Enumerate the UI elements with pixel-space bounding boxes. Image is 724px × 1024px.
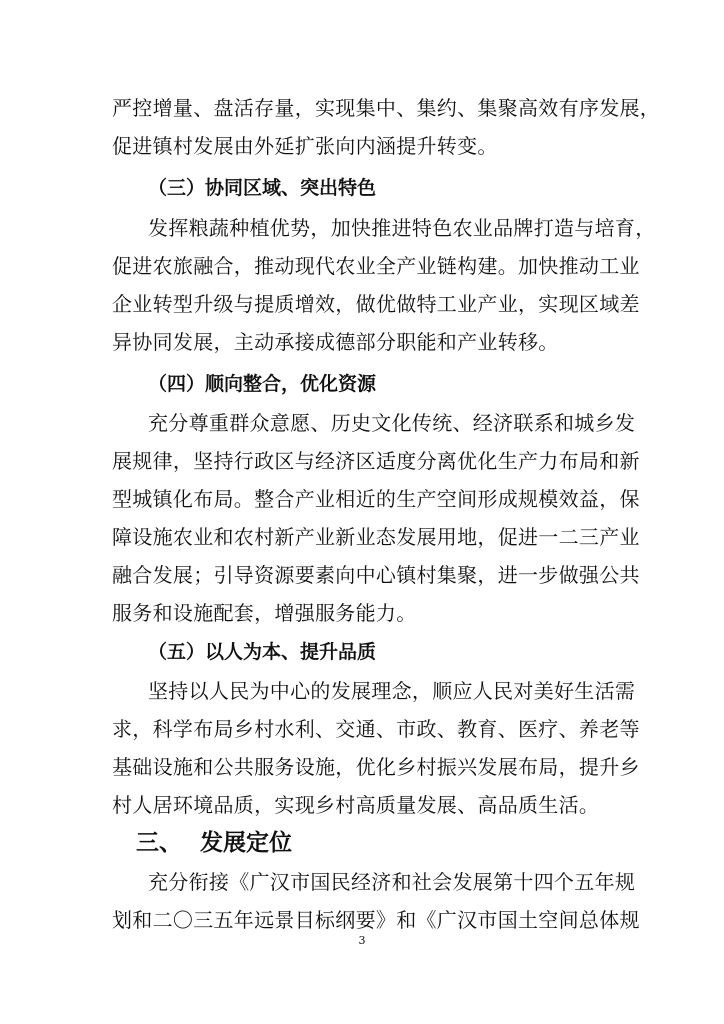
section-3-heading: （三）协同区域、突出特色 [148,177,377,199]
chapter-3-line-1: 充分衔接《广汉市国民经济和社会发展第十四个五年规 [148,870,636,894]
section-5-line-2: 求，科学布局乡村水利、交通、市政、教育、医疗、养老等 [112,717,640,741]
section-5-line-1: 坚持以人民为中心的发展理念，顺应人民对美好生活需 [148,679,636,703]
chapter-3-title: 发展定位 [200,830,292,856]
section-4-line-5: 融合发展；引导资源要素向中心镇村集聚，进一步做强公共 [112,563,640,587]
section-5-line-4: 村人居环境品质，实现乡村高质量发展、高品质生活。 [112,793,600,817]
intro-line-1: 严控增量、盘活存量，实现集中、集约、集聚高效有序发展， [112,96,661,120]
section-5-heading: （五）以人为本、提升品质 [148,641,377,663]
section-3-line-2: 促进农旅融合，推动现代农业全产业链构建。加快推动工业 [112,254,640,278]
chapter-3-line-2: 划和二〇三五年远景目标纲要》和《广汉市国土空间总体规 [112,908,640,932]
section-3-line-4: 异协同发展，主动承接成德部分职能和产业转移。 [112,330,559,354]
section-4-line-2: 展规律，坚持行政区与经济区适度分离优化生产力布局和新 [112,449,640,473]
section-4-heading: （四）顺向整合，优化资源 [148,373,377,395]
section-4-line-3: 型城镇化布局。整合产业相近的生产空间形成规模效益，保 [112,487,640,511]
intro-line-2: 促进镇村发展由外延扩张向内涵提升转变。 [112,134,498,158]
section-4-line-1: 充分尊重群众意愿、历史文化传统、经济联系和城乡发 [148,411,636,435]
section-4-line-4: 障设施农业和农村新产业新业态发展用地，促进一二三产业 [112,525,640,549]
chapter-3-heading [136,829,292,857]
chapter-3-number: 三、 [136,830,182,856]
section-5-line-3: 基础设施和公共服务设施，优化乡村振兴发展布局，提升乡 [112,755,640,779]
section-3-line-1: 发挥粮蔬种植优势，加快推进特色农业品牌打造与培育， [148,216,656,240]
page-number: 3 [358,934,366,947]
section-4-line-6: 服务和设施配套，增强服务能力。 [112,601,417,625]
section-3-line-3: 企业转型升级与提质增效，做优做特工业产业，实现区域差 [112,292,640,316]
